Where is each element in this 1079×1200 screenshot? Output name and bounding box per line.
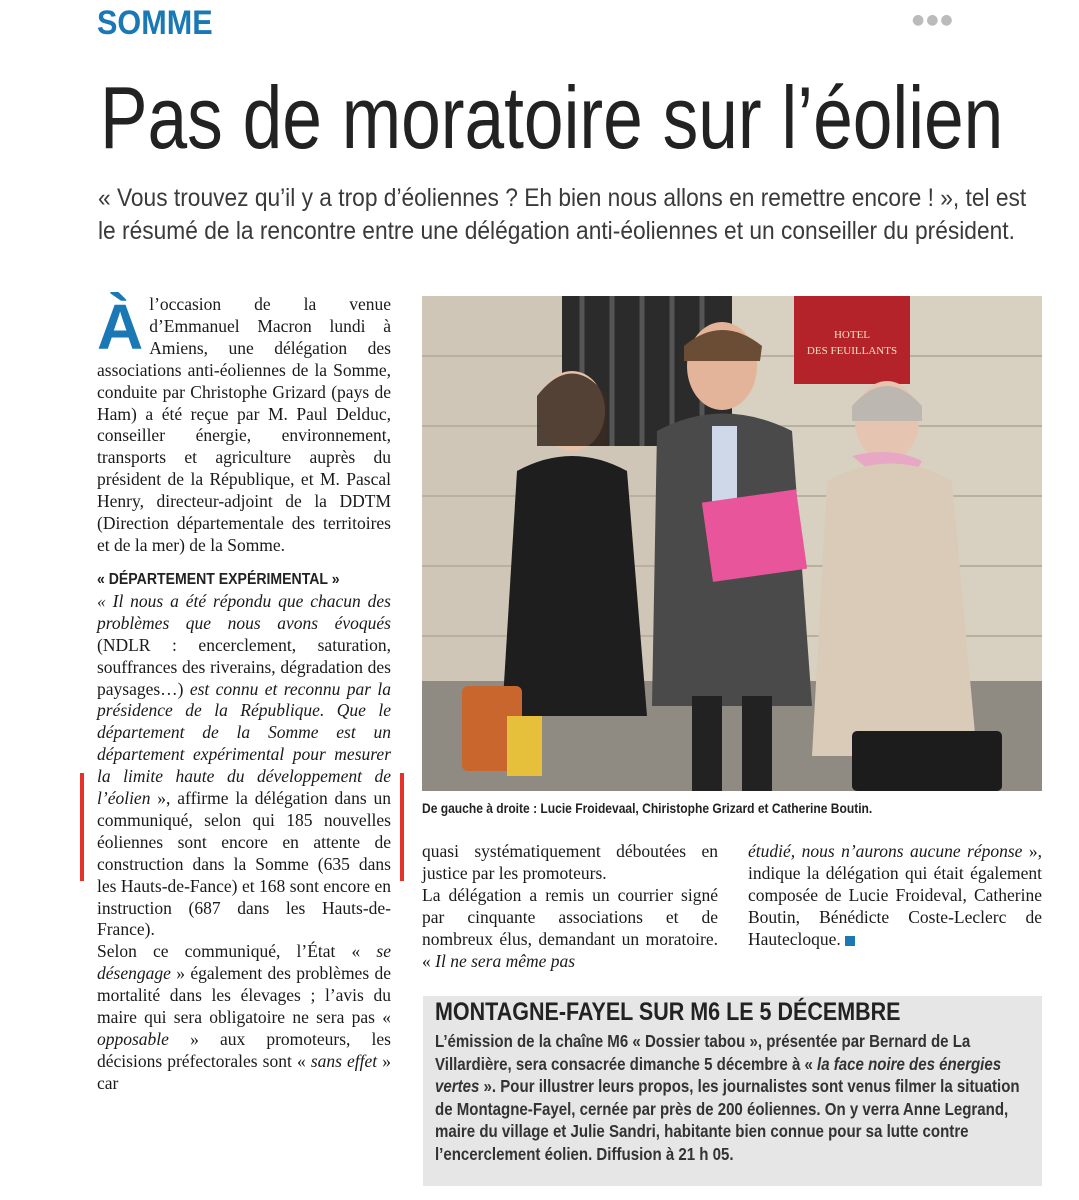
- paragraph-text: », affirme la délégation dans un communiqué, selon qui 185 nouvelles éoliennes sont encore en attente de construction dans la Somme (635 dans les Hauts-de-Fance) et 168 sont encore en instruction (687 dans les Hauts-de-France).: [97, 788, 391, 940]
- intro-text: l’occasion de la venue d’Emmanuel Macron lundi à Amiens, une délégation des associations anti-éoliennes de la Somme, conduite par Christophe Grizard (pays de Ham) a été reçue par M. Paul Delduc, conseiller énergie, environnement, transports et agriculture auprès du président de la République, et M. Pascal Henry, directeur-adjoint de la DDTM (Direction départementale des territoires et de la mer) de la Somme.: [97, 294, 391, 555]
- photo-caption: De gauche à droite : Lucie Froidevaal, Chiristophe Grizard et Catherine Boutin.: [422, 800, 873, 816]
- intro-paragraph: [97, 291, 391, 557]
- quote-text: est connu et reconnu par la présidence de la République. Que le département de la Somme est un département expérimental pour mesurer la limite haute du développement de l’éolien: [97, 678, 391, 809]
- box-quote: la face noire des énergies vertes: [435, 1053, 1002, 1096]
- headline: Pas de moratoire sur l’éolien: [100, 68, 1004, 167]
- quote-text: opposable: [97, 1029, 169, 1049]
- quote-text: « Il nous a été répondu que chacun des problèmes que nous avons évoqués: [97, 590, 391, 633]
- article-column-3: [748, 841, 1042, 951]
- paragraph-text: » également des problèmes de mortalité dans les élevages ; l’avis du maire qui sera obligatoire ne sera pas «: [97, 963, 391, 1028]
- paragraph-text: Selon ce communiqué, l’État «: [97, 941, 377, 962]
- box-text-part: L’émission de la chaîne M6 « Dossier tabou », présentée par Bernard de La Villardière, sera consacrée dimanche 5 décembre à «: [435, 1031, 971, 1074]
- drop-cap: À: [97, 291, 144, 363]
- sign-line1: HOTEL: [833, 329, 871, 341]
- article-photo: [422, 296, 1042, 791]
- section-rubric: SOMME: [97, 4, 213, 42]
- paragraph: étudié, nous n’aurons aucune réponse », indique la délégation qui était également composée de Lucie Froideval, Catherine Boutin, Bénédicte Coste-Leclerc de Hautecloque.: [748, 841, 1042, 949]
- quote-bar-left: [80, 773, 84, 881]
- article-column-1: [97, 291, 392, 1095]
- paragraph: [97, 941, 391, 1094]
- info-box: [423, 996, 1042, 1186]
- article-column-2: [422, 841, 718, 972]
- box-text: [435, 1030, 1028, 1165]
- ellipsis-icon[interactable]: ●●●: [912, 12, 955, 28]
- quote-bar-right: [400, 773, 404, 881]
- paragraph-text: (NDLR : encerclement, saturation, souffrances des riverains, dégradation des paysages…): [97, 634, 391, 699]
- quote-text: sans effet: [310, 1050, 378, 1071]
- paragraph-text: » car: [97, 1050, 392, 1093]
- paragraph-text: » aux promoteurs, les décisions préfectorales sont «: [97, 1029, 391, 1071]
- box-text-part: ». Pour illustrer leurs propos, les journalistes sont venus filmer la situation de Montagne-Fayel, cernée par près de 200 éoliennes. On y verra Anne Legrand, maire du village et Julie Sandri, habitante bien connue pour sa lutte contre l’encerclement éolien. Diffusion à 21 h 05.: [435, 1076, 1020, 1164]
- box-title: MONTAGNE-FAYEL SUR M6 LE 5 DÉCEMBRE: [435, 998, 901, 1026]
- quote-paragraph: [97, 591, 391, 942]
- paragraph-text: La délégation a remis un courrier signé par cinquante associations et de nombreux élus, demandant un moratoire. «: [422, 884, 718, 971]
- paragraph: [422, 841, 718, 972]
- quote-text: se désengage: [97, 941, 391, 984]
- sign-line2: DES FEUILLANTS: [806, 345, 898, 357]
- standfirst: « Vous trouvez qu’il y a trop d’éoliennes ? Eh bien nous allons en remettre encore ! », tel est le résumé de la rencontre entre une délégation anti-éoliennes et un conseiller du président.: [98, 184, 1027, 245]
- end-mark-icon: [845, 936, 855, 946]
- subheading: « DÉPARTEMENT EXPÉRIMENTAL »: [97, 570, 340, 588]
- paragraph-text: quasi systématiquement déboutées en justice par les promoteurs.: [422, 841, 718, 883]
- quote-text: Il ne sera même pas: [435, 950, 576, 971]
